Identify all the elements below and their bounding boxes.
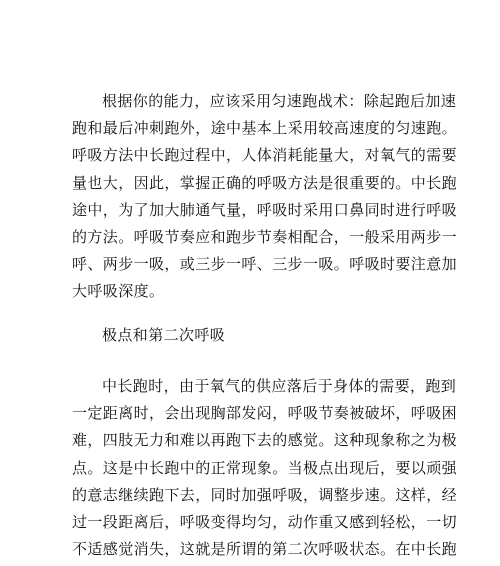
text-line: 中长跑时，由于氧气的供应落后于身体的需要，跑到 <box>102 377 457 395</box>
text-line: 一定距离时，会出现胸部发闷，呼吸节奏被破坏，呼吸困 <box>72 404 458 423</box>
text-line: 途中，为了加大肺通气量，呼吸时采用口鼻同时进行呼吸 <box>72 200 458 219</box>
text-line: 根据你的能力，应该采用匀速跑战术：除起跑后加速 <box>102 92 457 110</box>
paragraph-running-tactics <box>72 88 458 306</box>
text-line: 跑和最后冲刺跑外，途中基本上采用较高速度的匀速跑。 <box>72 119 458 138</box>
text-line: 的方法。呼吸节奏应和跑步节奏相配合，一般采用两步一 <box>72 227 458 246</box>
text-line: 量也大，因此，掌握正确的呼吸方法是很重要的。中长跑 <box>72 173 458 192</box>
text-line: 过一段距离后，呼吸变得均匀，动作重又感到轻松，一切 <box>72 512 458 531</box>
text-line: 的意志继续跑下去，同时加强呼吸，调整步速。这样，经 <box>72 485 458 504</box>
text-line: 难，四肢无力和难以再跑下去的感觉。这种现象称之为极 <box>72 431 458 450</box>
text-line: 大呼吸深度。 <box>72 282 165 301</box>
text-line: 不适感觉消失，这就是所谓的第二次呼吸状态。在中长跑 <box>72 540 458 559</box>
text-line: 呼、两步一吸，或三步一呼、三步一吸。呼吸时要注意加 <box>72 255 458 274</box>
text-line: 点。这是中长跑中的正常现象。当极点出现后，要以顽强 <box>72 458 458 477</box>
text-line: 呼吸方法中长跑过程中，人体消耗能量大，对氧气的需要 <box>72 146 458 165</box>
section-heading: 极点和第二次呼吸 <box>102 326 226 344</box>
paragraph-second-wind <box>72 373 458 563</box>
section-heading-block <box>72 322 440 349</box>
